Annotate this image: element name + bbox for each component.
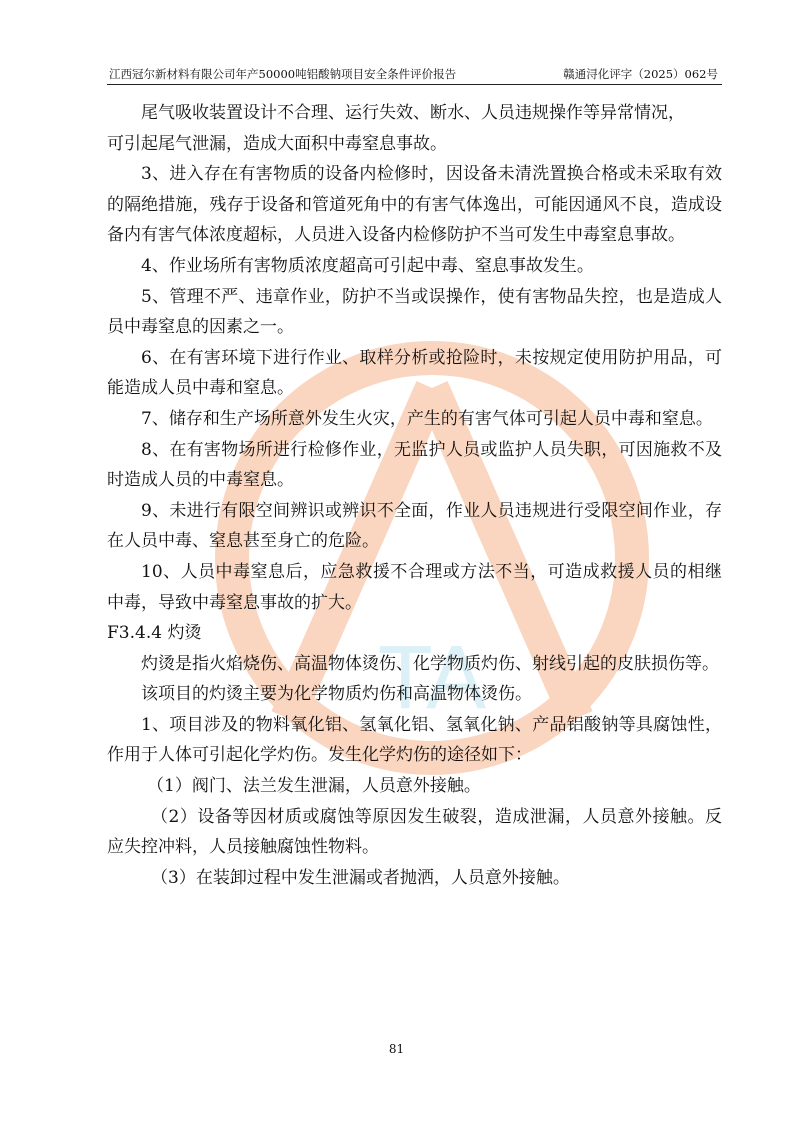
- page-header: [107, 62, 722, 85]
- paragraph: 灼烫是指火焰烧伤、高温物体烫伤、化学物质灼伤、射线引起的皮肤损伤等。: [141, 653, 719, 674]
- paragraph: 7、储存和生产场所意外发生火灾，产生的有害气体可引起人员中毒和窒息。: [141, 408, 713, 429]
- paragraph: 1、项目涉及的物料氧化铝、氢氧化铝、氢氧化钠、产品铝酸钠等具腐蚀性，作用于人体可引起化学灼伤。发生化学灼伤的途径如下：: [107, 714, 722, 766]
- page-number: 81: [388, 1042, 405, 1056]
- section-heading: F3.4.4 灼烫: [107, 623, 202, 644]
- paragraph: 4、作业场所有害物质浓度超高可引起中毒、窒息事故发生。: [141, 255, 594, 276]
- header-report-number: 赣通浔化评字（2025）062号: [563, 67, 718, 81]
- paragraph: 可引起尾气泄漏，造成大面积中毒窒息事故。: [107, 133, 447, 154]
- list-item: （2）设备等因材质或腐蚀等原因发生破裂，造成泄漏，人员意外接触。反应失控冲料，人员接触腐蚀性物料。: [107, 806, 722, 858]
- paragraph: 5、管理不严、违章作业，防护不当或误操作，使有害物品失控，也是造成人员中毒窒息的因素之一。: [107, 286, 722, 338]
- paragraph: 该项目的灼烫主要为化学物质灼伤和高温物体烫伤。: [141, 684, 532, 705]
- list-item: （1）阀门、法兰发生泄漏，人员意外接触。: [147, 776, 481, 797]
- paragraph: 9、未进行有限空间辨识或辨识不全面，作业人员违规进行受限空间作业，存在人员中毒、窒息甚至身亡的危险。: [107, 500, 722, 552]
- page-body: [107, 98, 722, 893]
- paragraph: 10、人员中毒窒息后，应急救援不合理或方法不当，可造成救援人员的相继中毒，导致中毒窒息事故的扩大。: [107, 561, 722, 613]
- paragraph: 3、进入存在有害物质的设备内检修时，因设备未清洗置换合格或未采取有效的隔绝措施，残存于设备和管道死角中的有害气体逸出，可能因通风不良，造成设备内有害气体浓度超标，人员进入设备内检修防护不当可发生中毒窒息事故。: [107, 164, 722, 246]
- list-item: （3）在装卸过程中发生泄漏或者抛洒，人员意外接触。: [151, 867, 570, 888]
- paragraph: 8、在有害物场所进行检修作业，无监护人员或监护人员失职，可因施救不及时造成人员的中毒窒息。: [107, 439, 722, 491]
- header-report-title: 江西冠尔新材料有限公司年产50000吨铝酸钠项目安全条件评价报告: [109, 67, 457, 81]
- svg-text:TA: TA: [377, 628, 487, 728]
- paragraph: 6、在有害环境下进行作业、取样分析或抢险时，未按规定使用防护用品，可能造成人员中毒和窒息。: [107, 347, 722, 399]
- paragraph: 尾气吸收装置设计不合理、运行失效、断水、人员违规操作等异常情况，: [141, 103, 685, 123]
